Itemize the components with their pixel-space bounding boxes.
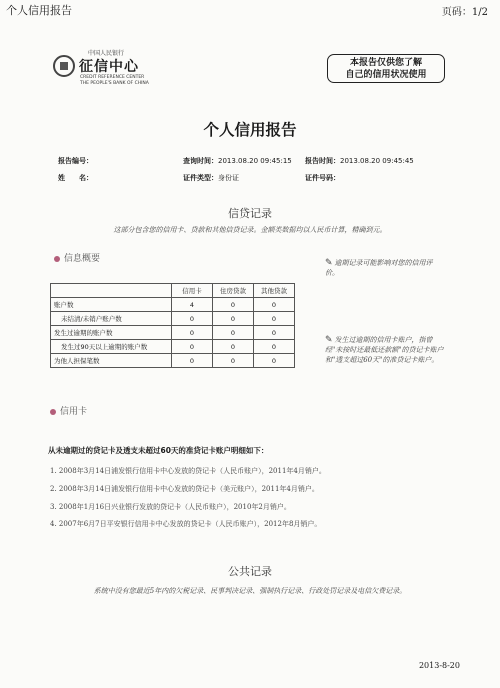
table-row: 未结清/未销户账户数 0 0 0 — [51, 312, 295, 326]
report-number-label: 报告编号： — [58, 157, 93, 165]
list-item: 4. 2007年6月7日平安银行信用卡中心发放的贷记卡（人民币账户），2012年8月销户。 — [50, 520, 322, 528]
public-section-title: 公共记录 — [228, 565, 272, 578]
name-label: 姓 名： — [58, 174, 93, 182]
id-number-label: 证件号码： — [305, 174, 340, 182]
table-row: 账户数 4 0 0 — [51, 298, 295, 312]
pen-icon: ✎ — [325, 258, 333, 268]
bullet-dot-icon — [50, 409, 56, 415]
page-number: 页码：1/2 — [441, 7, 488, 18]
id-type: 证件类型：身份证 — [183, 174, 239, 182]
overview-heading: 信息概要 — [54, 251, 100, 264]
query-time: 查询时间：2013.08.20 09:45:15 — [183, 157, 292, 165]
public-section-note: 系统中没有您最近5年内的欠税记录、民事判决记录、强制执行记录、行政处罚记录及电信欠费记录。 — [93, 587, 407, 595]
logo-english-2: THE PEOPLE'S BANK OF CHINA — [80, 81, 149, 86]
bullet-dot-icon — [54, 256, 60, 262]
usage-notice-box — [327, 54, 445, 83]
logo-name: 征信中心 — [79, 59, 139, 75]
notice-line-2: 自己的信用状况使用 — [345, 70, 427, 80]
footer-date: 2013-8-20 — [418, 661, 460, 670]
logo-tagline: 中国人民银行 — [88, 50, 125, 57]
credit-section-note: 这部分包含您的信用卡、贷款和其他信贷记录。金额类数据均以人民币计算，精确到元。 — [113, 226, 387, 234]
credit-summary-table — [50, 283, 295, 368]
credit-center-emblem-icon — [53, 55, 75, 77]
table-row: 发生过逾期的账户数 0 0 0 — [51, 326, 295, 340]
list-item: 1. 2008年3月14日浦发银行信用卡中心发放的贷记卡（人民币账户），2011年4月销户。 — [50, 467, 326, 475]
side-note-overdue: ✎ 逾期记录可能影响对您的信用评价。 — [325, 258, 433, 277]
report-time: 报告时间：2013.08.20 09:45:45 — [305, 157, 414, 165]
credit-card-hint: 从未逾期过的贷记卡及透支未超过60天的准贷记卡账户明细如下： — [48, 446, 269, 455]
report-title: 个人信用报告 — [203, 121, 297, 139]
list-item: 3. 2008年1月16日兴业银行发放的贷记卡（人民币账户），2010年2月销户。 — [50, 503, 291, 511]
credit-section-title: 信贷记录 — [228, 207, 272, 220]
list-item: 2. 2008年3月14日浦发银行信用卡中心发放的贷记卡（美元账户），2011年4月销户。 — [50, 485, 319, 493]
pen-icon: ✎ — [325, 335, 333, 345]
side-note-definition: ✎ 发生过逾期的信用卡账户，指曾经"未按时还最低还款额"的贷记卡账户和"透支超过60天"的准贷记卡账户。 — [325, 335, 444, 364]
table-row: 为他人担保笔数 0 0 0 — [51, 354, 295, 368]
page-header-title: 个人信用报告 — [6, 4, 72, 17]
credit-card-heading: 信用卡 — [50, 404, 87, 417]
notice-line-1: 本报告仅供您了解 — [349, 58, 422, 68]
table-header-row: 信用卡 住房贷款 其他贷款 — [51, 284, 295, 298]
logo-english-1: CREDIT REFERENCE CENTER — [80, 75, 145, 80]
table-row: 发生过90天以上逾期的账户数 0 0 0 — [51, 340, 295, 354]
